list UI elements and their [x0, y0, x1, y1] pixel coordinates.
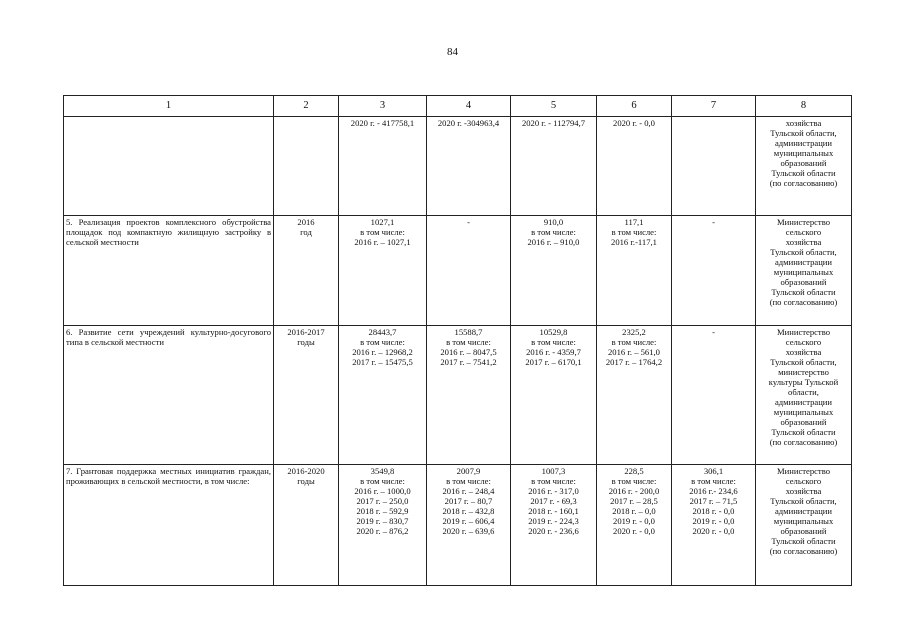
cell-line: образований [780, 158, 827, 168]
cell-line: 2016 г. – 12968,2 [352, 347, 413, 357]
cell-line: 2017 г. – 6170,1 [525, 357, 582, 367]
cell-line: 2019 г. - 224,3 [528, 516, 579, 526]
cell-line: 15588,7 [454, 327, 483, 337]
column-header-8: 8 [756, 96, 852, 117]
cell-line: - [712, 327, 715, 337]
cell-line: 2020 г. - 236,6 [528, 526, 579, 536]
cell-line: 2016 г. – 1027,1 [354, 237, 411, 247]
cell-line: в том числе: [531, 337, 576, 347]
cell-line: образований [780, 277, 827, 287]
cell-responsible [756, 465, 852, 586]
cell-line: 2018 г. – 592,9 [356, 506, 409, 516]
cell-other [672, 465, 756, 586]
cell-line: муниципальных [773, 407, 834, 417]
cell-line: в том числе: [691, 476, 736, 486]
cell-line: Тульской области [771, 536, 836, 546]
cell-regional [511, 465, 597, 586]
cell-line: (по согласованию) [769, 546, 838, 556]
cell-line: 2016 г. – 248,4 [442, 486, 495, 496]
cell-line: культуры Тульской [768, 377, 839, 387]
cell-period [274, 117, 339, 216]
cell-line: 2018 г. - 160,1 [528, 506, 579, 516]
cell-regional [511, 326, 597, 465]
cell-line: 2019 г. – 606,4 [442, 516, 495, 526]
cell-line: 2325,2 [622, 327, 646, 337]
column-header-2: 2 [274, 96, 339, 117]
cell-line: образований [780, 417, 827, 427]
cell-line: 7. Грантовая поддержка местных инициатив граждан, проживающих в сельской местности, в том числе: [66, 466, 271, 486]
cell-total [339, 465, 427, 586]
cell-line: 2007,9 [456, 466, 481, 476]
header-row [64, 96, 852, 117]
cell-event-name [64, 465, 274, 586]
cell-total [339, 326, 427, 465]
cell-line: 2016 г. – 8047,5 [440, 347, 497, 357]
cell-other [672, 326, 756, 465]
cell-line: 2016-2017 [287, 327, 325, 337]
cell-line: 2016 г. - 4359,7 [526, 347, 581, 357]
page-number: 84 [447, 46, 458, 58]
column-header-1: 1 [64, 96, 274, 117]
cell-line: Тульской области, [770, 357, 837, 367]
cell-line: 2018 г. – 432,8 [442, 506, 495, 516]
cell-event-name [64, 326, 274, 465]
cell-line: в том числе: [446, 337, 491, 347]
cell-line: в том числе: [611, 337, 657, 347]
cell-line: 6. Развитие сети учреждений культурно-досугового типа в сельской местности [66, 327, 271, 347]
cell-line: образований [780, 526, 827, 536]
cell-line: Тульской области, [770, 496, 837, 506]
cell-period [274, 216, 339, 326]
cell-federal [427, 117, 511, 216]
cell-regional [511, 117, 597, 216]
cell-line: 910,0 [543, 217, 564, 227]
cell-line: 5. Реализация проектов комплексного обустройства площадок под компактную жилищную застройку в сельской местности [66, 217, 271, 247]
cell-federal [427, 465, 511, 586]
cell-line: 2020 г. -304963,4 [437, 118, 500, 128]
cell-line: (по согласованию) [769, 437, 838, 447]
cell-total [339, 117, 427, 216]
cell-line: администрации [774, 257, 832, 267]
cell-responsible [756, 216, 852, 326]
cell-local [597, 465, 672, 586]
cell-line: год [300, 227, 312, 237]
cell-line: 2016 г. – 561,0 [608, 347, 660, 357]
cell-line: 2018 г. - 0,0 [692, 506, 735, 516]
cell-line: 2017 г. – 80,7 [444, 496, 493, 506]
cell-responsible [756, 326, 852, 465]
cell-line: 2020 г. - 417758,1 [350, 118, 415, 128]
cell-responsible [756, 117, 852, 216]
program-table [63, 95, 852, 586]
cell-federal [427, 326, 511, 465]
table-row [64, 216, 852, 326]
cell-line: - [712, 217, 715, 227]
cell-line: 2020 г. – 876,2 [356, 526, 409, 536]
cell-line: 2017 г. - 69,3 [530, 496, 577, 506]
cell-line: 2017 г. – 28,5 [610, 496, 658, 506]
cell-local [597, 117, 672, 216]
cell-line: сельского [785, 476, 822, 486]
column-header-4: 4 [427, 96, 511, 117]
cell-line: Тульской области [771, 287, 836, 297]
cell-line: администрации [774, 138, 832, 148]
cell-line: министерство [778, 367, 829, 377]
cell-line: 28443,7 [368, 327, 397, 337]
cell-line: 2019 г. - 0,0 [613, 516, 655, 526]
cell-line: в том числе: [360, 476, 405, 486]
cell-line: 1027,1 [370, 217, 395, 227]
cell-line: 2016 г. - 200,0 [608, 486, 660, 496]
cell-line: 2017 г. – 15475,5 [352, 357, 413, 367]
cell-line: хозяйства [785, 486, 822, 496]
cell-line: Тульской области [771, 168, 836, 178]
cell-line: 117,1 [624, 217, 644, 227]
cell-line: годы [297, 337, 315, 347]
cell-line: 1007,3 [541, 466, 566, 476]
cell-line: 2019 г. – 830,7 [356, 516, 409, 526]
column-header-3: 3 [339, 96, 427, 117]
cell-line: 2017 г. – 250,0 [356, 496, 409, 506]
cell-regional [511, 216, 597, 326]
cell-local [597, 326, 672, 465]
cell-line: муниципальных [773, 267, 834, 277]
cell-line: в том числе: [611, 476, 657, 486]
cell-line: хозяйства [785, 347, 822, 357]
cell-line: 2018 г. – 0,0 [612, 506, 656, 516]
cell-line: муниципальных [773, 148, 834, 158]
cell-line: области, [788, 387, 819, 397]
cell-line: сельского [785, 337, 822, 347]
cell-line: 2016 г. – 910,0 [527, 237, 580, 247]
cell-line: 2016 г. – 1000,0 [354, 486, 411, 496]
cell-line: администрации [774, 397, 832, 407]
cell-line: 2019 г. - 0,0 [692, 516, 735, 526]
cell-line: (по согласованию) [769, 297, 838, 307]
cell-line: 2020 г. – 639,6 [442, 526, 495, 536]
cell-line: 2016 г.- 234,6 [689, 486, 738, 496]
cell-line: 2016-2020 [287, 466, 325, 476]
cell-line: в том числе: [360, 337, 405, 347]
cell-line: Министерство [777, 217, 830, 227]
cell-event-name [64, 216, 274, 326]
cell-line: (по согласованию) [769, 178, 838, 188]
cell-line: хозяйства [785, 118, 822, 128]
column-header-5: 5 [511, 96, 597, 117]
cell-other [672, 117, 756, 216]
column-header-7: 7 [672, 96, 756, 117]
cell-line: 2017 г. – 7541,2 [440, 357, 497, 367]
cell-line: 306,1 [703, 466, 724, 476]
cell-line: годы [297, 476, 315, 486]
cell-line: 2020 г. - 0,0 [613, 118, 655, 128]
cell-line: Тульской области [771, 427, 836, 437]
cell-period [274, 326, 339, 465]
cell-period [274, 465, 339, 586]
cell-line: в том числе: [360, 227, 405, 237]
table-row [64, 465, 852, 586]
cell-line: сельского [785, 227, 822, 237]
cell-line: 2020 г. - 0,0 [613, 526, 655, 536]
cell-line: 10529,8 [539, 327, 568, 337]
cell-line: 2016 г.-117,1 [611, 237, 657, 247]
cell-line: - [467, 217, 470, 227]
cell-line: 2020 г. - 112794,7 [521, 118, 586, 128]
cell-federal [427, 216, 511, 326]
cell-total [339, 216, 427, 326]
cell-line: муниципальных [773, 516, 834, 526]
cell-event-name [64, 117, 274, 216]
cell-line: в том числе: [446, 476, 491, 486]
cell-line: Тульской области, [770, 128, 837, 138]
cell-other [672, 216, 756, 326]
cell-line: 2020 г. - 0,0 [692, 526, 735, 536]
cell-line: в том числе: [531, 227, 576, 237]
column-header-6: 6 [597, 96, 672, 117]
cell-line: 2017 г. – 1764,2 [605, 357, 663, 367]
cell-line: 228,5 [624, 466, 644, 476]
cell-line: Министерство [777, 466, 830, 476]
cell-line: администрации [774, 506, 832, 516]
cell-line: 2017 г. – 71,5 [689, 496, 738, 506]
cell-line: 3549,8 [370, 466, 395, 476]
table-row [64, 326, 852, 465]
cell-line: в том числе: [611, 227, 657, 237]
cell-line: Тульской области, [770, 247, 837, 257]
cell-local [597, 216, 672, 326]
cell-line: Министерство [777, 327, 830, 337]
cell-line: 2016 г. - 317,0 [528, 486, 579, 496]
cell-line: 2016 [297, 217, 315, 227]
cell-line: в том числе: [531, 476, 576, 486]
table-row [64, 117, 852, 216]
cell-line: хозяйства [785, 237, 822, 247]
